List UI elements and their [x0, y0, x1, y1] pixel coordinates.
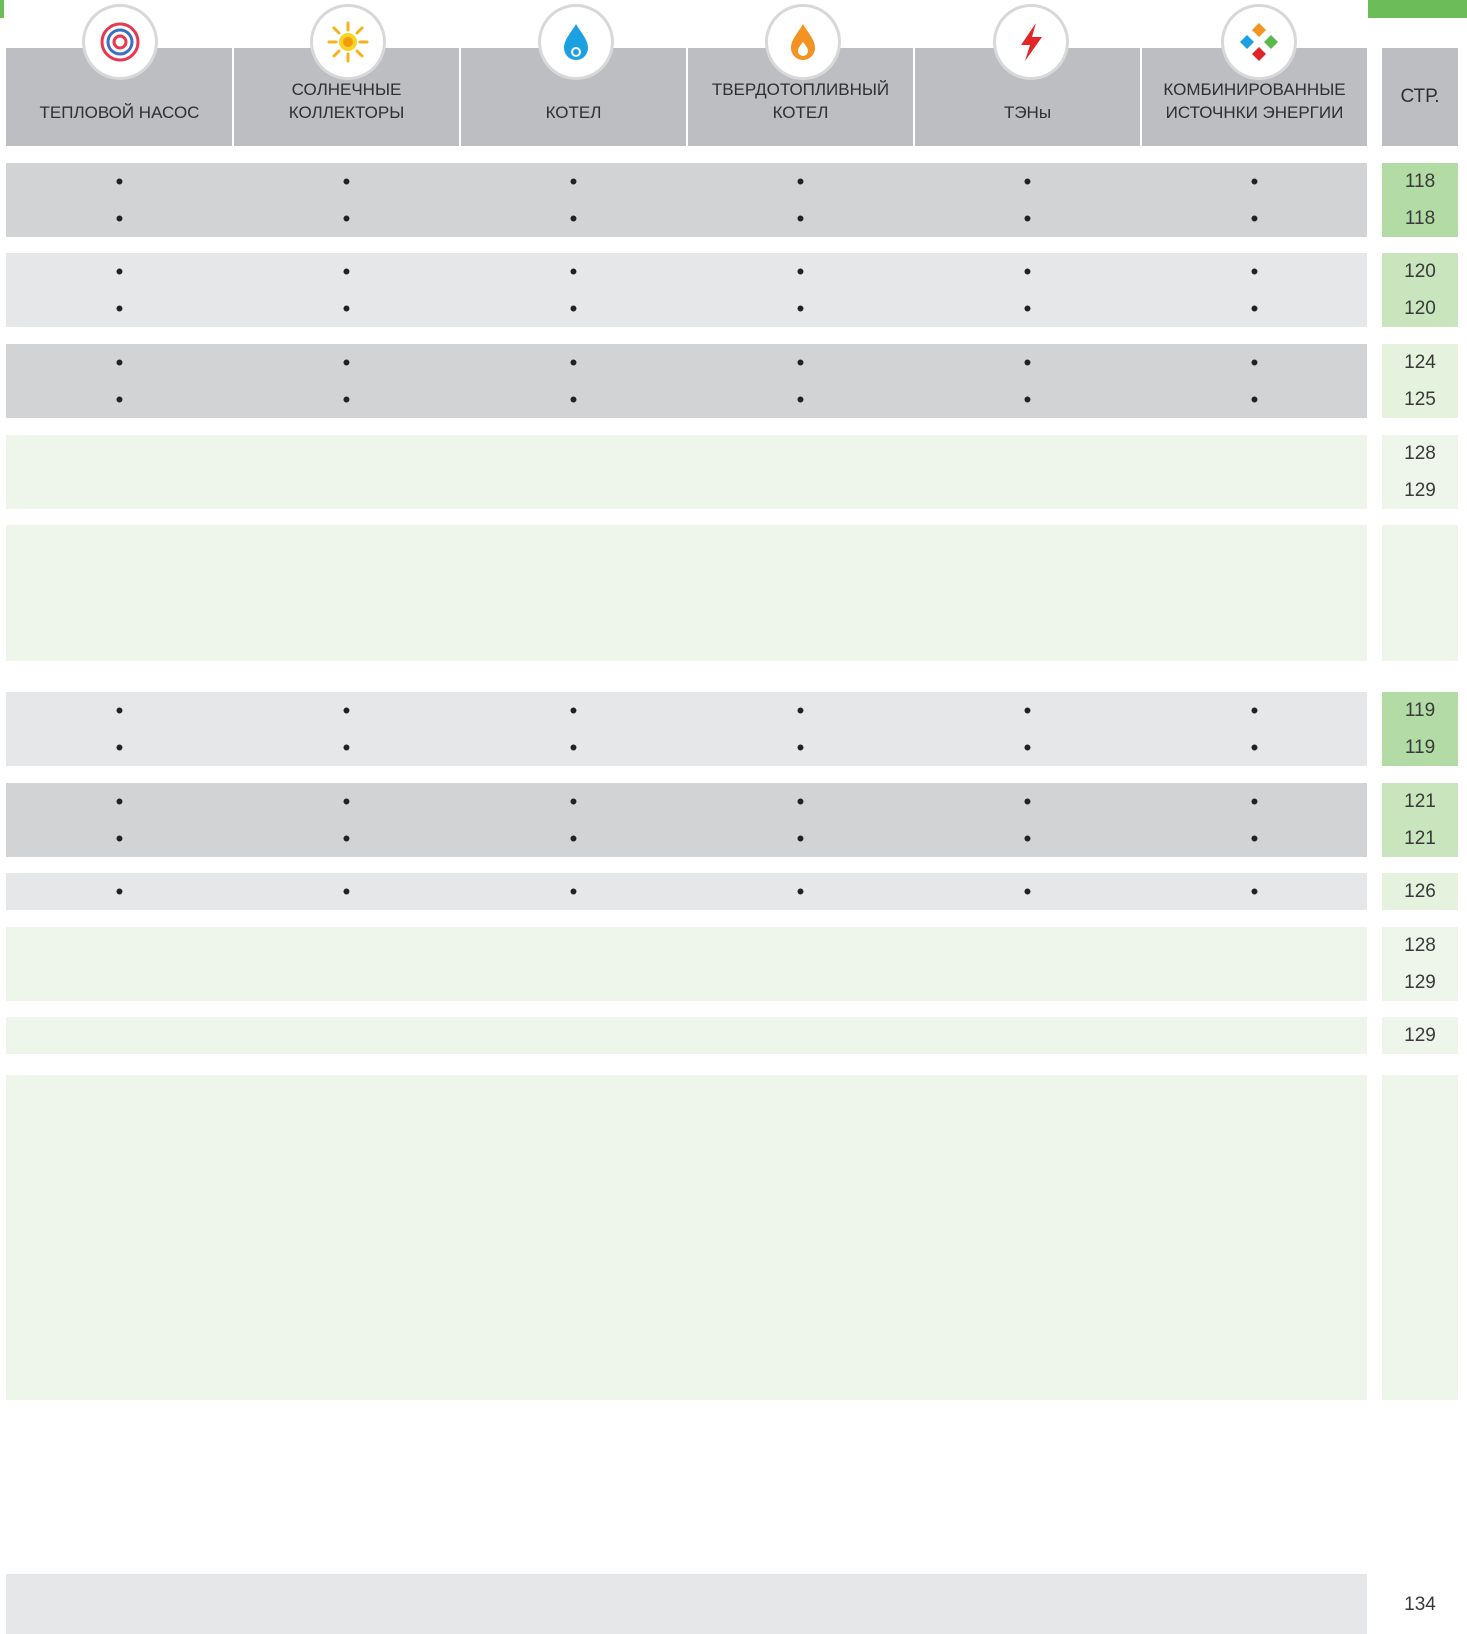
bullet-mark: • [796, 825, 805, 851]
header-label: КОМБИНИРОВАННЫЕ ИСТОЧНКИ ЭНЕРГИИ [1163, 80, 1346, 122]
bullet-mark: • [1250, 168, 1259, 194]
bullet-mark: • [1023, 205, 1032, 231]
bullet-mark: • [1250, 734, 1259, 760]
combined-diamonds-icon [1224, 7, 1294, 77]
bullet-mark: • [115, 168, 124, 194]
bullet-mark: • [1250, 205, 1259, 231]
row-line [6, 873, 1367, 910]
bullet-mark: • [115, 205, 124, 231]
bullet-mark: • [1250, 386, 1259, 412]
bullet-mark: • [569, 349, 578, 375]
page-number[interactable]: 120 [1404, 297, 1436, 319]
header-label: СОЛНЕЧНЫЕ КОЛЛЕКТОРЫ [288, 80, 405, 122]
bullet-mark: • [115, 386, 124, 412]
page-number[interactable]: 119 [1404, 736, 1436, 758]
page-cell [1382, 344, 1458, 418]
page-number[interactable]: 120 [1404, 260, 1436, 282]
bullet-mark: • [1023, 168, 1032, 194]
bullet-mark: • [569, 258, 578, 284]
row-line [6, 783, 1367, 820]
bullet-mark: • [115, 788, 124, 814]
bullet-mark: • [796, 386, 805, 412]
bullet-mark: • [796, 878, 805, 904]
bullet-mark: • [569, 734, 578, 760]
bullet-mark: • [1023, 295, 1032, 321]
table-row [6, 692, 1367, 766]
lightning-icon [996, 7, 1066, 77]
bullet-mark: • [796, 295, 805, 321]
fire-flame-icon [768, 7, 838, 77]
header-label: ТЕПЛОВОЙ НАСОС [39, 103, 200, 122]
bullet-mark: • [115, 258, 124, 284]
bullet-mark: • [1023, 734, 1032, 760]
page-cell [1382, 783, 1458, 857]
header-label: ТВЕРДОТОПЛИВНЫЙ КОТЕЛ [711, 80, 890, 122]
row-line [6, 381, 1367, 418]
page-cell [1382, 1017, 1458, 1054]
bullet-mark: • [342, 295, 351, 321]
page-number[interactable]: 118 [1404, 170, 1436, 192]
bullet-mark: • [1023, 788, 1032, 814]
page-number[interactable]: 121 [1404, 827, 1436, 849]
page-cell [1382, 873, 1458, 910]
bullet-mark: • [796, 205, 805, 231]
bullet-mark: • [342, 205, 351, 231]
bullet-mark: • [569, 878, 578, 904]
page-number[interactable]: 119 [1404, 699, 1436, 721]
bullet-mark: • [342, 386, 351, 412]
heat-pump-spiral-icon [85, 7, 155, 77]
page-number[interactable]: 126 [1404, 880, 1436, 902]
page-number[interactable]: 134 [1404, 1593, 1436, 1615]
page-number[interactable]: 125 [1404, 388, 1436, 410]
table-row [6, 435, 1367, 509]
page-number[interactable]: 121 [1404, 790, 1436, 812]
bullet-mark: • [569, 386, 578, 412]
table-row [6, 525, 1367, 661]
page-cell [1382, 692, 1458, 766]
bullet-mark: • [1023, 258, 1032, 284]
table-row [6, 783, 1367, 857]
page-number[interactable]: 124 [1404, 351, 1436, 373]
bullet-mark: • [342, 697, 351, 723]
bullet-mark: • [1250, 788, 1259, 814]
row-line [6, 820, 1367, 857]
bullet-mark: • [569, 295, 578, 321]
header-label: КОТЕЛ [545, 103, 602, 122]
page-number[interactable]: 129 [1404, 479, 1436, 501]
page-cell [1382, 927, 1458, 1001]
table-row [6, 873, 1367, 910]
page-cell [1382, 253, 1458, 327]
bullet-mark: • [342, 734, 351, 760]
table-row [6, 1017, 1367, 1054]
row-line [6, 163, 1367, 200]
bullet-mark: • [796, 697, 805, 723]
table-row [6, 1574, 1367, 1634]
page-header-label: СТР. [1400, 86, 1440, 107]
bullet-mark: • [342, 788, 351, 814]
bullet-mark: • [796, 734, 805, 760]
row-line [6, 253, 1367, 290]
bullet-mark: • [796, 788, 805, 814]
bullet-mark: • [342, 878, 351, 904]
table-row [6, 163, 1367, 237]
bullet-mark: • [342, 258, 351, 284]
bullet-mark: • [1023, 349, 1032, 375]
top-right-accent [1368, 0, 1467, 18]
bullet-mark: • [1023, 825, 1032, 851]
bullet-mark: • [1250, 258, 1259, 284]
bullet-mark: • [115, 697, 124, 723]
bullet-mark: • [115, 349, 124, 375]
page-cell [1382, 1075, 1458, 1400]
bullet-mark: • [1023, 878, 1032, 904]
sun-icon [313, 7, 383, 77]
bullet-mark: • [342, 349, 351, 375]
page-cell [1382, 525, 1458, 661]
page-number[interactable]: 128 [1404, 442, 1436, 464]
table-row [6, 344, 1367, 418]
bullet-mark: • [796, 168, 805, 194]
bullet-mark: • [569, 168, 578, 194]
bullet-mark: • [1250, 825, 1259, 851]
bullet-mark: • [1023, 386, 1032, 412]
bullet-mark: • [796, 258, 805, 284]
table-row [6, 253, 1367, 327]
bullet-mark: • [1250, 349, 1259, 375]
table-row [6, 927, 1367, 1001]
bullet-mark: • [115, 295, 124, 321]
bullet-mark: • [342, 168, 351, 194]
row-line [6, 200, 1367, 237]
bullet-mark: • [569, 697, 578, 723]
bullet-mark: • [569, 825, 578, 851]
bullet-mark: • [796, 349, 805, 375]
row-line [6, 344, 1367, 381]
bullet-mark: • [342, 825, 351, 851]
page-number[interactable]: 118 [1404, 207, 1436, 229]
page-cell [1382, 1574, 1458, 1634]
row-line [6, 729, 1367, 766]
bullet-mark: • [115, 878, 124, 904]
bullet-mark: • [1250, 878, 1259, 904]
page-number[interactable]: 128 [1404, 934, 1436, 956]
top-left-accent [0, 0, 4, 18]
row-line [6, 290, 1367, 327]
bullet-mark: • [569, 205, 578, 231]
bullet-mark: • [569, 788, 578, 814]
gas-flame-drop-icon [541, 7, 611, 77]
bullet-mark: • [1250, 697, 1259, 723]
page-number[interactable]: 129 [1404, 1024, 1436, 1046]
page-cell [1382, 435, 1458, 509]
page-number[interactable]: 129 [1404, 971, 1436, 993]
bullet-mark: • [115, 734, 124, 760]
table-row [6, 1075, 1367, 1400]
header-label: ТЭНы [1003, 103, 1052, 122]
bullet-mark: • [115, 825, 124, 851]
page-column-header [1382, 48, 1458, 146]
bullet-mark: • [1250, 295, 1259, 321]
page-cell [1382, 163, 1458, 237]
bullet-mark: • [1023, 697, 1032, 723]
row-line [6, 692, 1367, 729]
